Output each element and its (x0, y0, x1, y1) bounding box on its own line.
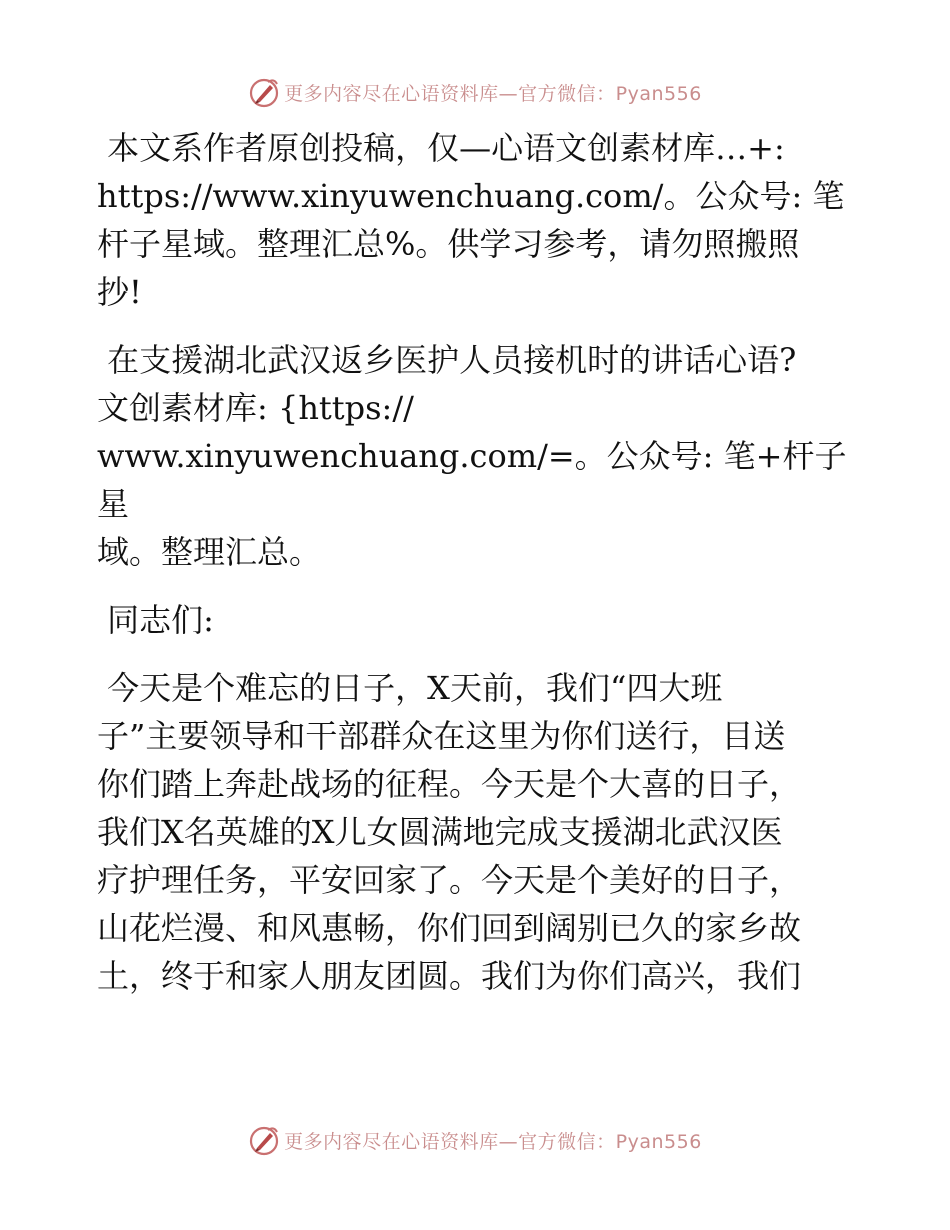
salutation: 同志们: (97, 601, 214, 639)
watermark-header (0, 72, 950, 112)
intro-paragraph: 本文系作者原创投稿，仅—心语文创素材库…+: https://www.xinyuwenchuang.com/。公众号: 笔 杆子星域。整理汇总%。供学习参考，请勿照搬照 抄! (97, 129, 845, 311)
pen-logo-icon (248, 1124, 280, 1156)
title-paragraph: 在支援湖北武汉返乡医护人员接机时的讲话心语? 文创素材库: {https:// www.xinyuwenchuang.com/=。公众号: 笔+杆子星 域。整理汇总。 (97, 341, 847, 571)
pen-logo-icon (248, 76, 280, 108)
document-body (97, 124, 857, 1000)
body-paragraph: 今天是个难忘的日子，X天前，我们“四大班 子”主要领导和干部群众在这里为你们送行，目送 你们踏上奔赴战场的征程。今天是个大喜的日子， 我们X名英雄的X儿女圆满地完成支援湖北武汉医 疗护理任务，平安回家了。今天是个美好的日子， 山花烂漫、和风惠畅，你们回到阔别已久的家乡故 土，终于和家人朋友团圆。我们为你们高兴，我们 (97, 669, 802, 995)
watermark-footer (0, 1120, 950, 1160)
watermark-text: 更多内容尽在心语资料库—官方微信：Pyan556 (284, 1130, 702, 1153)
watermark-text: 更多内容尽在心语资料库—官方微信：Pyan556 (284, 82, 702, 105)
